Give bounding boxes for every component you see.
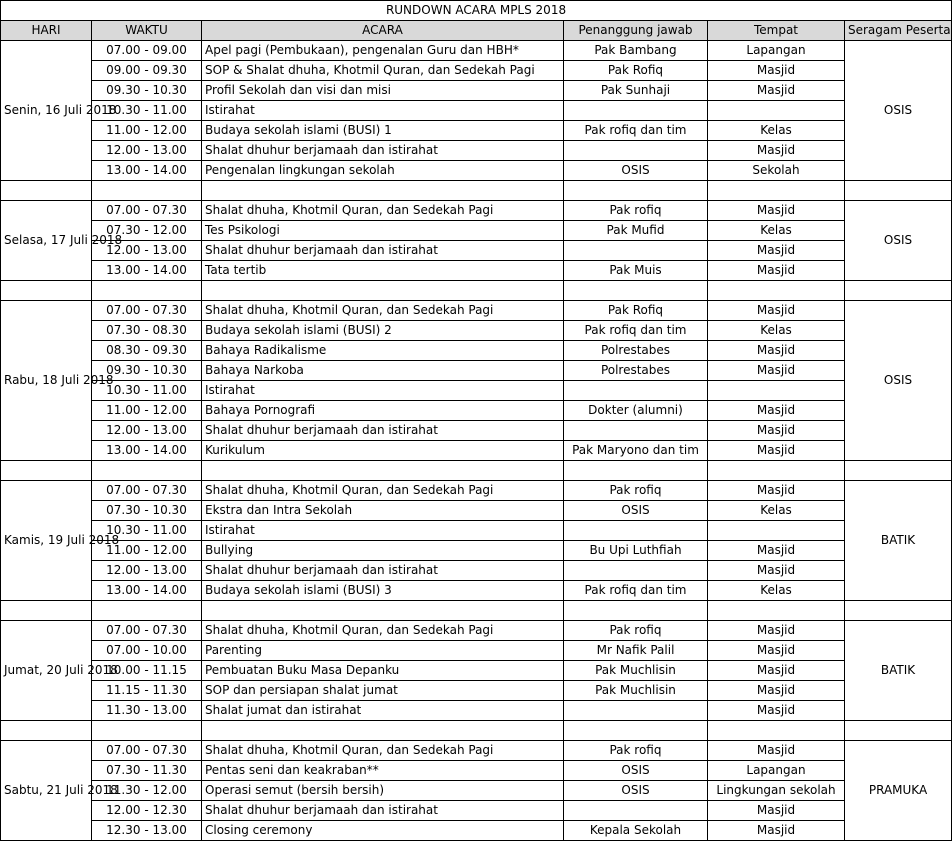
place-cell: Lapangan	[708, 761, 845, 781]
pic-cell: Pak rofiq	[564, 481, 708, 501]
table-row	[1, 61, 952, 81]
pic-cell: Dokter (alumni)	[564, 401, 708, 421]
empty-cell	[708, 281, 845, 301]
time-cell: 07.30 - 08.30	[92, 321, 202, 341]
header-seragam: Seragam Peserta	[845, 21, 952, 41]
empty-cell	[845, 461, 952, 481]
table-row	[1, 821, 952, 841]
empty-cell	[564, 461, 708, 481]
time-cell: 12.30 - 13.00	[92, 821, 202, 841]
event-cell: Bahaya Radikalisme	[202, 341, 564, 361]
place-cell: Masjid	[708, 81, 845, 101]
pic-cell: Pak rofiq	[564, 621, 708, 641]
event-cell: Bahaya Narkoba	[202, 361, 564, 381]
place-cell: Masjid	[708, 641, 845, 661]
pic-cell	[564, 561, 708, 581]
table-row	[1, 261, 952, 281]
place-cell: Masjid	[708, 241, 845, 261]
pic-cell: Polrestabes	[564, 341, 708, 361]
uniform-cell: OSIS	[845, 41, 952, 181]
table-row	[1, 761, 952, 781]
place-cell: Masjid	[708, 401, 845, 421]
pic-cell	[564, 241, 708, 261]
pic-cell: Mr Nafik Palil	[564, 641, 708, 661]
empty-cell	[1, 461, 92, 481]
time-cell: 11.30 - 13.00	[92, 701, 202, 721]
place-cell: Masjid	[708, 681, 845, 701]
table-row	[1, 121, 952, 141]
table-row	[1, 541, 952, 561]
empty-cell	[845, 601, 952, 621]
event-cell: Pentas seni dan keakraban**	[202, 761, 564, 781]
place-cell: Masjid	[708, 661, 845, 681]
table-row	[1, 221, 952, 241]
pic-cell: Pak rofiq	[564, 741, 708, 761]
event-cell: Shalat dhuha, Khotmil Quran, dan Sedekah Pagi	[202, 301, 564, 321]
time-cell: 07.00 - 09.00	[92, 41, 202, 61]
empty-cell	[202, 281, 564, 301]
table-row	[1, 481, 952, 501]
pic-cell: Pak Muis	[564, 261, 708, 281]
event-cell: Shalat dhuhur berjamaah dan istirahat	[202, 561, 564, 581]
table-row	[1, 521, 952, 541]
time-cell: 07.30 - 12.00	[92, 221, 202, 241]
empty-cell	[202, 181, 564, 201]
table-row	[1, 641, 952, 661]
empty-cell	[564, 601, 708, 621]
time-cell: 11.00 - 12.00	[92, 541, 202, 561]
schedule-body	[1, 41, 952, 841]
event-cell: Shalat dhuhur berjamaah dan istirahat	[202, 241, 564, 261]
place-cell	[708, 381, 845, 401]
pic-cell: OSIS	[564, 501, 708, 521]
separator-row	[1, 721, 952, 741]
header-tempat: Tempat	[708, 21, 845, 41]
place-cell: Masjid	[708, 561, 845, 581]
pic-cell: Pak Bambang	[564, 41, 708, 61]
place-cell: Masjid	[708, 801, 845, 821]
table-row	[1, 781, 952, 801]
place-cell: Kelas	[708, 581, 845, 601]
pic-cell: Pak Muchlisin	[564, 681, 708, 701]
event-cell: Shalat dhuhur berjamaah dan istirahat	[202, 141, 564, 161]
place-cell: Masjid	[708, 361, 845, 381]
place-cell: Lapangan	[708, 41, 845, 61]
empty-cell	[708, 721, 845, 741]
empty-cell	[845, 181, 952, 201]
pic-cell	[564, 101, 708, 121]
place-cell: Kelas	[708, 501, 845, 521]
pic-cell: Pak Rofiq	[564, 61, 708, 81]
time-cell: 07.00 - 07.30	[92, 201, 202, 221]
event-cell: Budaya sekolah islami (BUSI) 2	[202, 321, 564, 341]
place-cell: Masjid	[708, 341, 845, 361]
table-row	[1, 621, 952, 641]
event-cell: Apel pagi (Pembukaan), pengenalan Guru dan HBH*	[202, 41, 564, 61]
table-row	[1, 401, 952, 421]
event-cell: Tes Psikologi	[202, 221, 564, 241]
table-row	[1, 441, 952, 461]
table-row	[1, 561, 952, 581]
empty-cell	[708, 461, 845, 481]
place-cell: Kelas	[708, 321, 845, 341]
table-row	[1, 141, 952, 161]
place-cell: Masjid	[708, 201, 845, 221]
pic-cell	[564, 801, 708, 821]
table-row	[1, 661, 952, 681]
separator-row	[1, 281, 952, 301]
empty-cell	[708, 181, 845, 201]
empty-cell	[564, 721, 708, 741]
empty-cell	[564, 281, 708, 301]
table-row	[1, 241, 952, 261]
table-row	[1, 501, 952, 521]
empty-cell	[1, 721, 92, 741]
pic-cell: Pak Mufid	[564, 221, 708, 241]
event-cell: Budaya sekolah islami (BUSI) 3	[202, 581, 564, 601]
time-cell: 13.00 - 14.00	[92, 261, 202, 281]
empty-cell	[202, 461, 564, 481]
empty-cell	[1, 601, 92, 621]
day-cell: Kamis, 19 Juli 2018	[1, 481, 92, 601]
pic-cell	[564, 701, 708, 721]
pic-cell: Pak rofiq	[564, 201, 708, 221]
table-row	[1, 361, 952, 381]
pic-cell: Pak rofiq dan tim	[564, 121, 708, 141]
pic-cell	[564, 421, 708, 441]
table-row	[1, 41, 952, 61]
time-cell: 08.30 - 09.30	[92, 341, 202, 361]
place-cell: Masjid	[708, 261, 845, 281]
time-cell: 07.00 - 10.00	[92, 641, 202, 661]
event-cell: Shalat dhuha, Khotmil Quran, dan Sedekah Pagi	[202, 621, 564, 641]
pic-cell: OSIS	[564, 761, 708, 781]
header-waktu: WAKTU	[92, 21, 202, 41]
time-cell: 09.30 - 10.30	[92, 361, 202, 381]
table-row	[1, 101, 952, 121]
pic-cell: Pak Rofiq	[564, 301, 708, 321]
pic-cell: Bu Upi Luthfiah	[564, 541, 708, 561]
event-cell: Shalat dhuha, Khotmil Quran, dan Sedekah Pagi	[202, 741, 564, 761]
day-cell: Senin, 16 Juli 2018	[1, 41, 92, 181]
time-cell: 12.00 - 13.00	[92, 421, 202, 441]
event-cell: Operasi semut (bersih bersih)	[202, 781, 564, 801]
header-row	[1, 21, 952, 41]
empty-cell	[92, 181, 202, 201]
time-cell: 13.00 - 14.00	[92, 441, 202, 461]
sheet-title: RUNDOWN ACARA MPLS 2018	[1, 1, 952, 21]
time-cell: 13.00 - 14.00	[92, 161, 202, 181]
table-row	[1, 701, 952, 721]
time-cell: 12.00 - 13.00	[92, 241, 202, 261]
place-cell: Masjid	[708, 741, 845, 761]
place-cell	[708, 521, 845, 541]
time-cell: 13.00 - 14.00	[92, 581, 202, 601]
event-cell: Bullying	[202, 541, 564, 561]
pic-cell: OSIS	[564, 781, 708, 801]
event-cell: Shalat dhuha, Khotmil Quran, dan Sedekah Pagi	[202, 481, 564, 501]
event-cell: Pembuatan Buku Masa Depanku	[202, 661, 564, 681]
pic-cell: Pak Maryono dan tim	[564, 441, 708, 461]
uniform-cell: OSIS	[845, 201, 952, 281]
empty-cell	[92, 601, 202, 621]
empty-cell	[92, 721, 202, 741]
day-cell: Selasa, 17 Juli 2018	[1, 201, 92, 281]
uniform-cell: PRAMUKA	[845, 741, 952, 841]
event-cell: Istirahat	[202, 381, 564, 401]
empty-cell	[1, 281, 92, 301]
event-cell: Istirahat	[202, 101, 564, 121]
uniform-cell: BATIK	[845, 621, 952, 721]
event-cell: SOP dan persiapan shalat jumat	[202, 681, 564, 701]
place-cell: Masjid	[708, 701, 845, 721]
empty-cell	[708, 601, 845, 621]
table-row	[1, 681, 952, 701]
table-row	[1, 161, 952, 181]
event-cell: Shalat dhuhur berjamaah dan istirahat	[202, 421, 564, 441]
time-cell: 11.15 - 11.30	[92, 681, 202, 701]
pic-cell: Pak Sunhaji	[564, 81, 708, 101]
place-cell: Masjid	[708, 61, 845, 81]
pic-cell: Pak rofiq dan tim	[564, 581, 708, 601]
time-cell: 07.00 - 07.30	[92, 481, 202, 501]
time-cell: 12.00 - 13.00	[92, 561, 202, 581]
time-cell: 07.30 - 11.30	[92, 761, 202, 781]
event-cell: Shalat dhuha, Khotmil Quran, dan Sedekah Pagi	[202, 201, 564, 221]
time-cell: 07.30 - 10.30	[92, 501, 202, 521]
time-cell: 10.30 - 11.00	[92, 381, 202, 401]
time-cell: 10.30 - 11.00	[92, 521, 202, 541]
pic-cell: OSIS	[564, 161, 708, 181]
event-cell: Shalat dhuhur berjamaah dan istirahat	[202, 801, 564, 821]
empty-cell	[92, 281, 202, 301]
pic-cell	[564, 521, 708, 541]
time-cell: 07.00 - 07.30	[92, 741, 202, 761]
pic-cell	[564, 381, 708, 401]
place-cell: Lingkungan sekolah	[708, 781, 845, 801]
day-cell: Sabtu, 21 Juli 2018	[1, 741, 92, 841]
day-cell: Rabu, 18 Juli 2018	[1, 301, 92, 461]
empty-cell	[202, 601, 564, 621]
table-row	[1, 381, 952, 401]
place-cell: Kelas	[708, 221, 845, 241]
event-cell: Istirahat	[202, 521, 564, 541]
event-cell: Ekstra dan Intra Sekolah	[202, 501, 564, 521]
place-cell: Masjid	[708, 821, 845, 841]
time-cell: 10.00 - 11.15	[92, 661, 202, 681]
day-cell: Jumat, 20 Juli 2018	[1, 621, 92, 721]
title-row	[1, 1, 952, 21]
table-row	[1, 201, 952, 221]
event-cell: Closing ceremony	[202, 821, 564, 841]
time-cell: 11.30 - 12.00	[92, 781, 202, 801]
pic-cell: Pak rofiq dan tim	[564, 321, 708, 341]
place-cell: Masjid	[708, 441, 845, 461]
pic-cell: Kepala Sekolah	[564, 821, 708, 841]
event-cell: Parenting	[202, 641, 564, 661]
empty-cell	[845, 721, 952, 741]
header-acara: ACARA	[202, 21, 564, 41]
table-row	[1, 421, 952, 441]
table-row	[1, 81, 952, 101]
place-cell: Masjid	[708, 621, 845, 641]
separator-row	[1, 181, 952, 201]
time-cell: 11.00 - 12.00	[92, 401, 202, 421]
pic-cell	[564, 141, 708, 161]
uniform-cell: BATIK	[845, 481, 952, 601]
place-cell: Masjid	[708, 421, 845, 441]
time-cell: 07.00 - 07.30	[92, 301, 202, 321]
empty-cell	[564, 181, 708, 201]
table-row	[1, 321, 952, 341]
uniform-cell: OSIS	[845, 301, 952, 461]
event-cell: Budaya sekolah islami (BUSI) 1	[202, 121, 564, 141]
table-row	[1, 801, 952, 821]
event-cell: Kurikulum	[202, 441, 564, 461]
empty-cell	[202, 721, 564, 741]
event-cell: SOP & Shalat dhuha, Khotmil Quran, dan Sedekah Pagi	[202, 61, 564, 81]
time-cell: 11.00 - 12.00	[92, 121, 202, 141]
header-hari: HARI	[1, 21, 92, 41]
time-cell: 09.00 - 09.30	[92, 61, 202, 81]
place-cell	[708, 101, 845, 121]
table-row	[1, 741, 952, 761]
place-cell: Masjid	[708, 301, 845, 321]
empty-cell	[92, 461, 202, 481]
time-cell: 09.30 - 10.30	[92, 81, 202, 101]
event-cell: Tata tertib	[202, 261, 564, 281]
table-row	[1, 301, 952, 321]
place-cell: Masjid	[708, 141, 845, 161]
time-cell: 12.00 - 12.30	[92, 801, 202, 821]
place-cell: Masjid	[708, 541, 845, 561]
time-cell: 10.30 - 11.00	[92, 101, 202, 121]
place-cell: Sekolah	[708, 161, 845, 181]
time-cell: 12.00 - 13.00	[92, 141, 202, 161]
event-cell: Profil Sekolah dan visi dan misi	[202, 81, 564, 101]
separator-row	[1, 601, 952, 621]
event-cell: Shalat jumat dan istirahat	[202, 701, 564, 721]
table-row	[1, 581, 952, 601]
separator-row	[1, 461, 952, 481]
empty-cell	[845, 281, 952, 301]
empty-cell	[1, 181, 92, 201]
event-cell: Bahaya Pornografi	[202, 401, 564, 421]
time-cell: 07.00 - 07.30	[92, 621, 202, 641]
place-cell: Kelas	[708, 121, 845, 141]
header-penanggung-jawab: Penanggung jawab	[564, 21, 708, 41]
place-cell: Masjid	[708, 481, 845, 501]
pic-cell: Polrestabes	[564, 361, 708, 381]
event-cell: Pengenalan lingkungan sekolah	[202, 161, 564, 181]
pic-cell: Pak Muchlisin	[564, 661, 708, 681]
table-row	[1, 341, 952, 361]
